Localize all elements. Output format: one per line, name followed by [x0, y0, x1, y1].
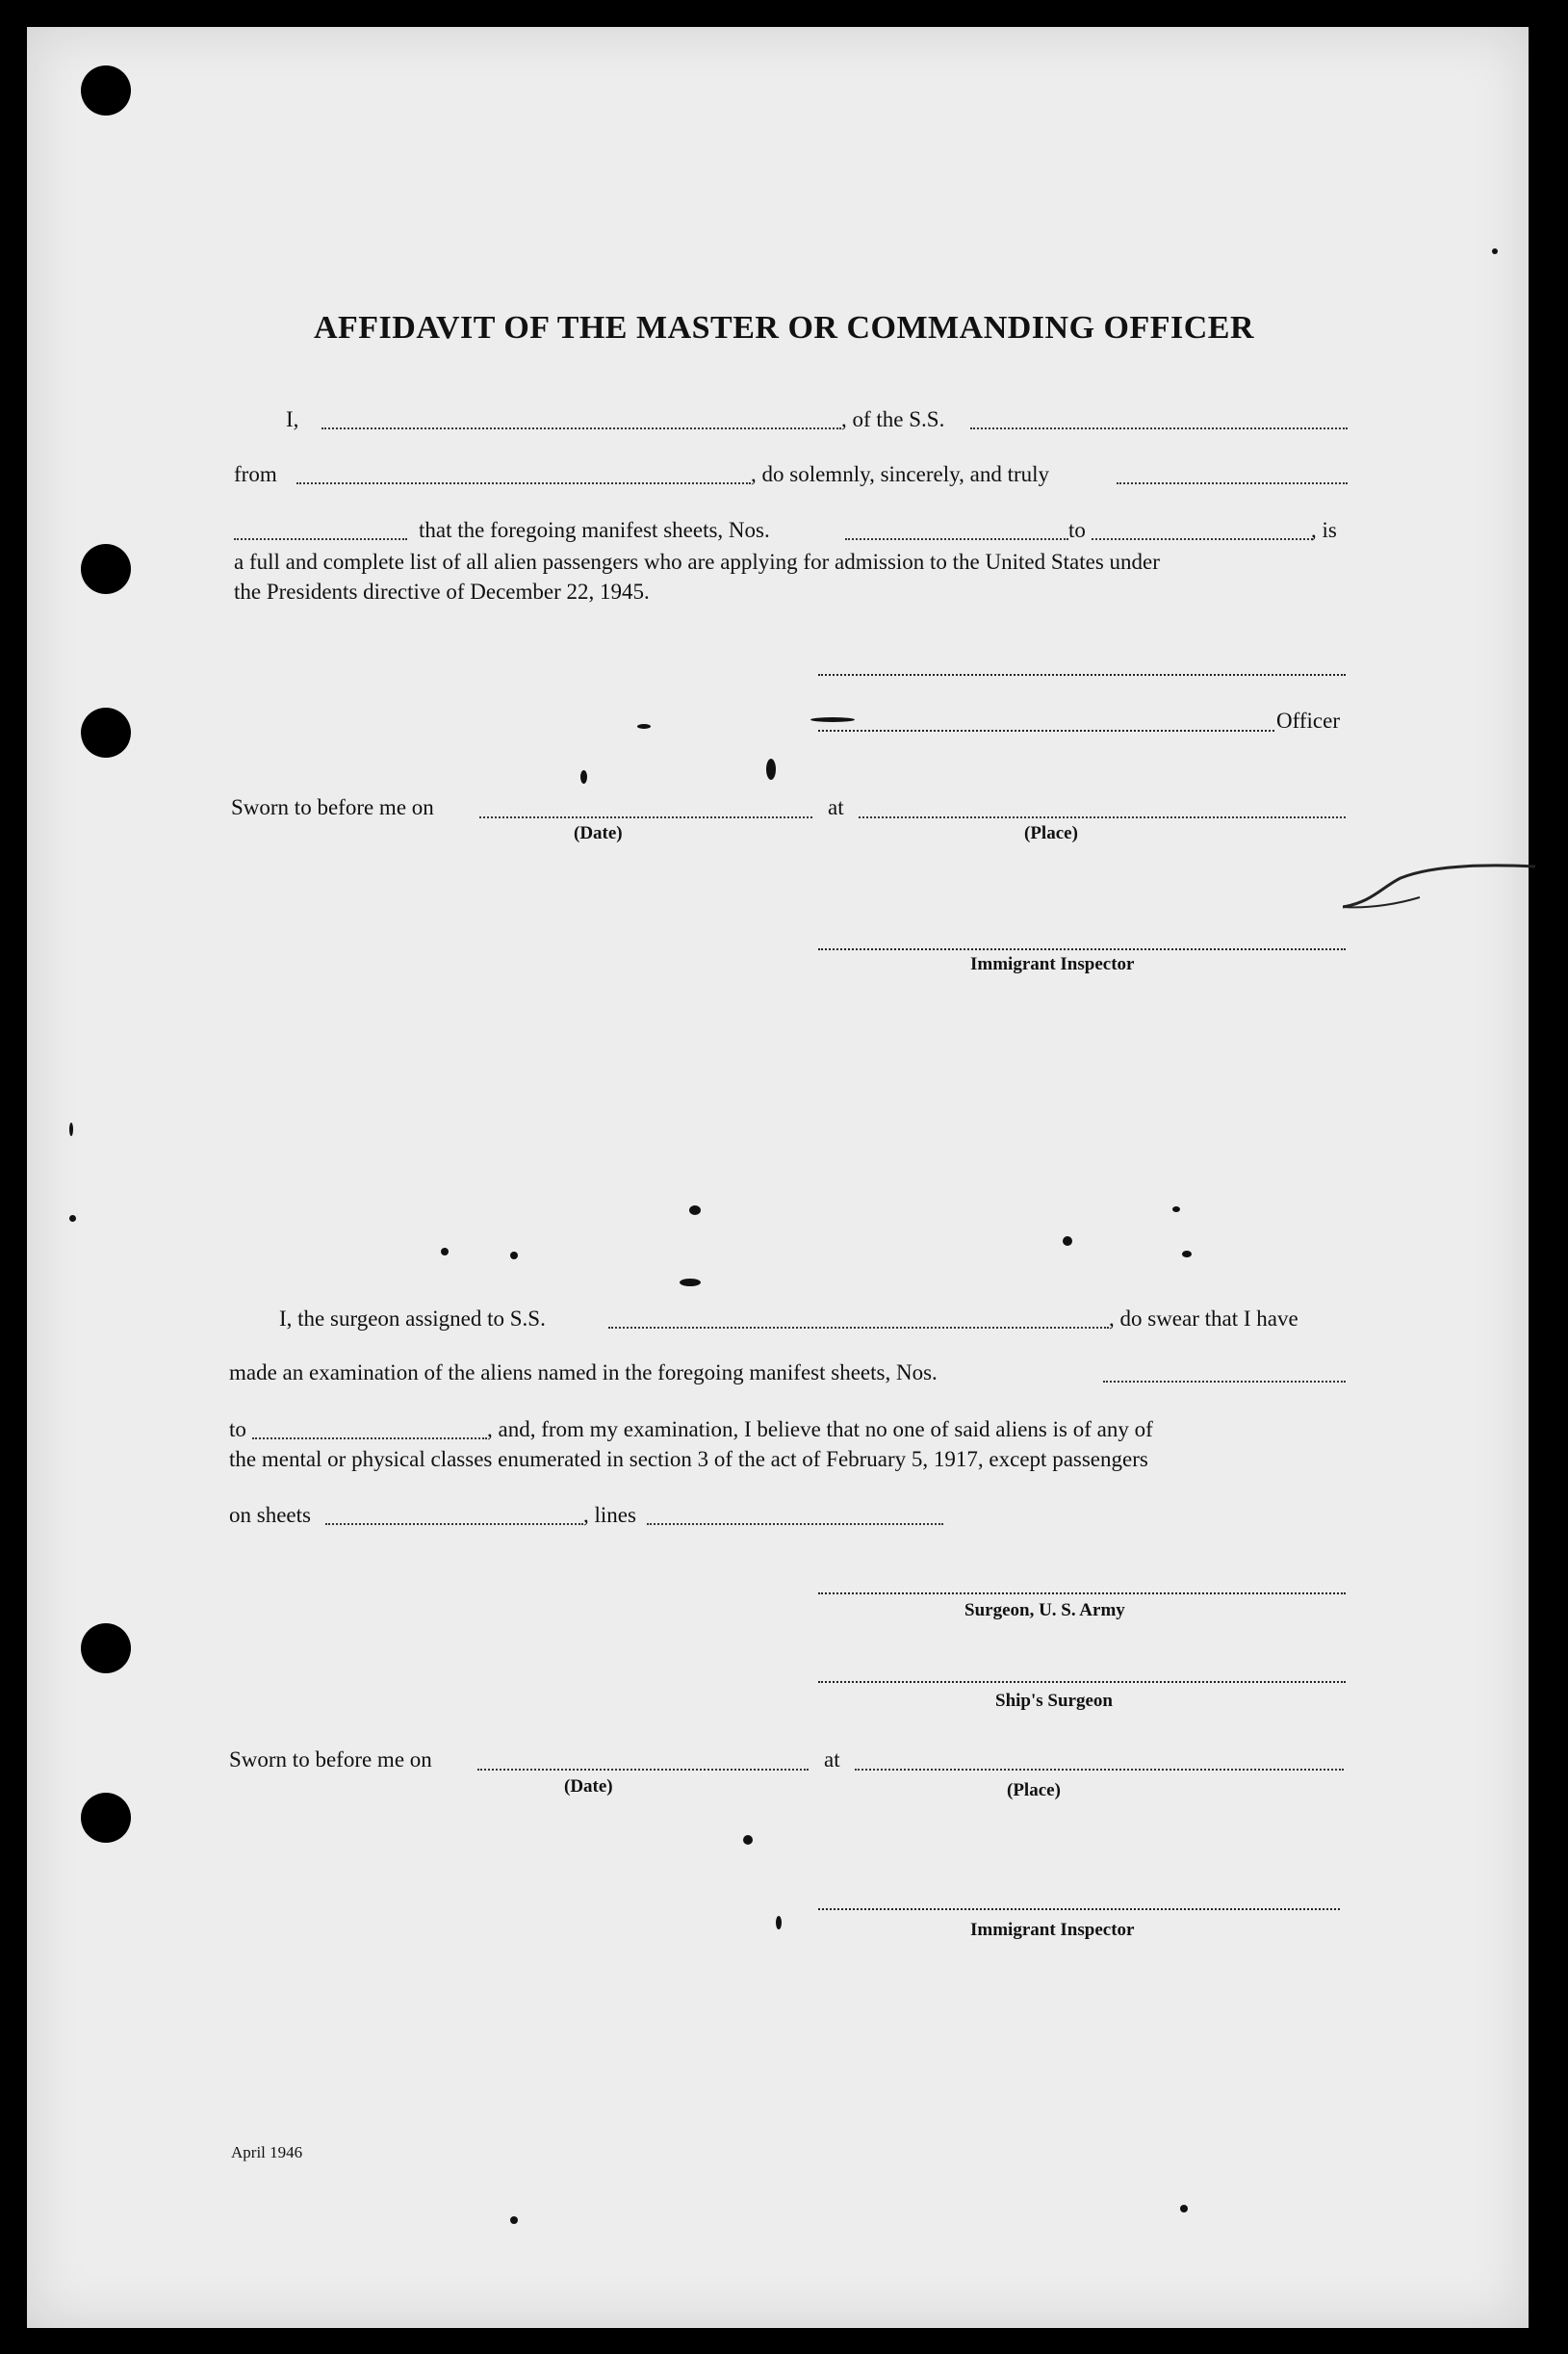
scan-speck	[680, 1279, 701, 1286]
ink-stroke-mark	[1343, 859, 1535, 926]
scan-speck	[510, 1252, 518, 1259]
swear-field[interactable]	[1117, 482, 1348, 484]
surgeon-sworn-date-field[interactable]	[477, 1769, 809, 1771]
army-surgeon-line[interactable]	[818, 1592, 1346, 1594]
surgeon-ship-field[interactable]	[608, 1327, 1109, 1329]
surgeon-sheets-field[interactable]	[325, 1523, 583, 1525]
surgeon-inspector-line[interactable]	[818, 1908, 1340, 1910]
scan-speck	[69, 1215, 76, 1222]
scan-speck	[441, 1248, 449, 1255]
master-place-caption: (Place)	[1024, 823, 1078, 843]
scan-speck	[1172, 1206, 1180, 1212]
scan-speck	[580, 770, 587, 784]
surgeon-sworn-text: Sworn to before me on	[229, 1747, 432, 1772]
scan-speck	[1182, 1251, 1192, 1257]
master-line1-ship: , of the S.S.	[841, 407, 945, 431]
form-date-footer: April 1946	[231, 2143, 303, 2161]
surgeon-line3-to: to	[229, 1417, 246, 1441]
ship-surgeon-caption: Ship's Surgeon	[995, 1691, 1113, 1711]
master-sworn-date-field[interactable]	[479, 816, 812, 818]
surgeon-line3-b: , and, from my examination, I believe that no one of said aliens is of any of	[487, 1417, 1153, 1441]
sheet-to-field[interactable]	[1092, 538, 1313, 540]
surgeon-line2: made an examination of the aliens named in the foregoing manifest sheets, Nos.	[229, 1360, 938, 1384]
master-line1-i: I,	[286, 407, 299, 431]
ship-name-field[interactable]	[970, 427, 1348, 429]
ship-surgeon-line[interactable]	[818, 1681, 1346, 1683]
from-field[interactable]	[296, 482, 751, 484]
scan-speck	[637, 724, 651, 729]
scan-speck	[743, 1835, 753, 1845]
master-date-caption: (Date)	[574, 823, 623, 843]
surgeon-sheet-to-field[interactable]	[252, 1437, 487, 1439]
scan-speck	[776, 1916, 782, 1929]
master-line5: the Presidents directive of December 22, 1945.	[234, 580, 650, 604]
surgeon-line1-a: I, the surgeon assigned to S.S.	[279, 1306, 546, 1331]
surgeon-inspector-caption: Immigrant Inspector	[970, 1920, 1135, 1940]
sheet-from-field[interactable]	[845, 538, 1068, 540]
document-page	[27, 27, 1529, 2328]
master-sworn-place-field[interactable]	[859, 816, 1346, 818]
master-signature-line[interactable]	[818, 674, 1346, 676]
master-sworn-at: at	[828, 795, 844, 819]
surgeon-sheet-from-field[interactable]	[1103, 1381, 1346, 1383]
army-surgeon-caption: Surgeon, U. S. Army	[964, 1600, 1125, 1620]
surgeon-sworn-at: at	[824, 1747, 840, 1772]
punch-hole	[81, 1793, 131, 1843]
officer-signature-line[interactable]	[818, 730, 1274, 732]
scan-speck	[1492, 248, 1498, 254]
punch-hole	[81, 708, 131, 758]
sworn-word-field[interactable]	[234, 538, 407, 540]
master-line3-sheets: that the foregoing manifest sheets, Nos.	[419, 518, 770, 542]
surgeon-date-caption: (Date)	[564, 1776, 613, 1797]
scan-speck	[766, 759, 776, 780]
surgeon-line1-b: , do swear that I have	[1109, 1306, 1298, 1331]
surgeon-sworn-place-field[interactable]	[855, 1769, 1344, 1771]
master-name-field[interactable]	[321, 427, 841, 429]
master-inspector-line[interactable]	[818, 948, 1346, 950]
scan-speck	[510, 2216, 518, 2224]
master-inspector-caption: Immigrant Inspector	[970, 954, 1135, 974]
scan-speck	[69, 1123, 73, 1136]
master-line3-to: to	[1068, 518, 1086, 542]
surgeon-lines-field[interactable]	[647, 1523, 943, 1525]
scan-speck	[1180, 2205, 1188, 2212]
scan-speck	[689, 1205, 701, 1215]
surgeon-line5-sheets: on sheets	[229, 1503, 311, 1527]
master-line2-swear: , do solemnly, sincerely, and truly	[751, 462, 1050, 486]
punch-hole	[81, 1623, 131, 1673]
punch-hole	[81, 65, 131, 116]
surgeon-line4: the mental or physical classes enumerated in section 3 of the act of February 5, 1917, except passengers	[229, 1447, 1148, 1471]
master-line2-from: from	[234, 462, 277, 486]
master-line3-is: , is	[1311, 518, 1337, 542]
master-line4: a full and complete list of all alien passengers who are applying for admission to the United States under	[234, 550, 1160, 574]
surgeon-place-caption: (Place)	[1007, 1780, 1061, 1800]
master-sworn-text: Sworn to before me on	[231, 795, 434, 819]
surgeon-line5-lines: , lines	[583, 1503, 636, 1527]
officer-label: Officer	[1276, 709, 1340, 733]
document-title: AFFIDAVIT OF THE MASTER OR COMMANDING OFFICER	[313, 310, 1255, 346]
scan-speck	[1063, 1236, 1072, 1246]
scan-speck	[810, 717, 855, 722]
punch-hole	[81, 544, 131, 594]
